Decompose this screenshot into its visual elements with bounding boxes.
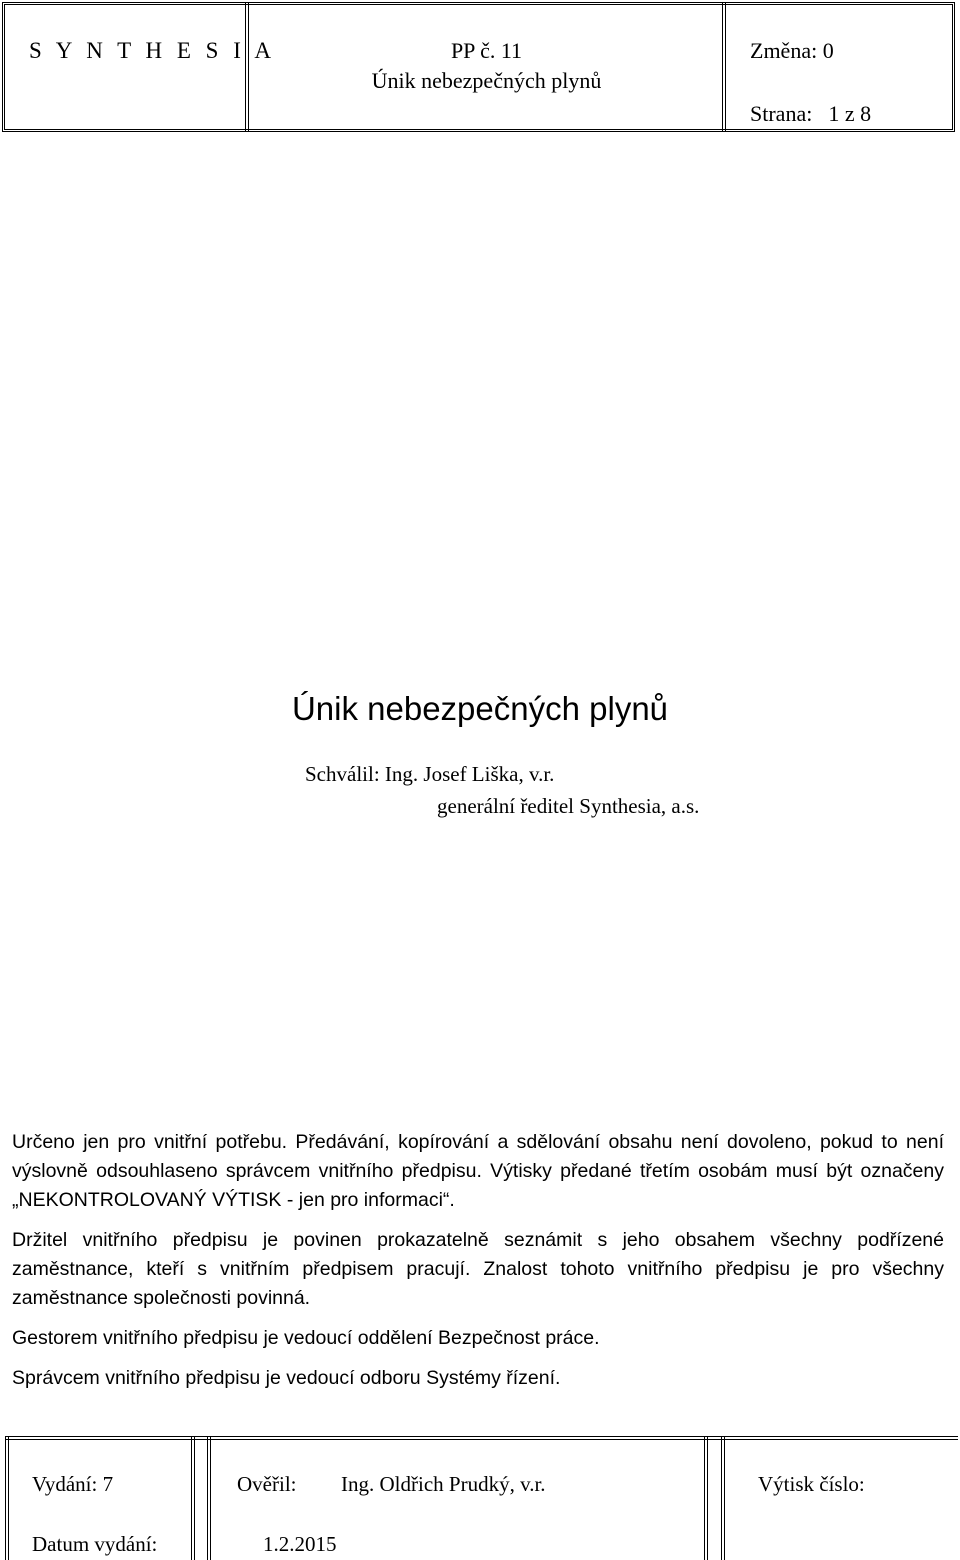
issue-date-label: Datum vydání: <box>32 1532 158 1556</box>
footer-divider <box>191 1436 195 1560</box>
document-code: PP č. 11 <box>450 38 523 63</box>
footer-top-border <box>5 1436 958 1440</box>
copy-number: Výtisk číslo: <box>758 1472 865 1496</box>
checked-name: Ing. Oldřich Prudký, v.r. <box>341 1472 546 1496</box>
change-value: 0 <box>822 38 834 63</box>
header-divider <box>722 2 726 132</box>
document-subtitle: Únik nebezpečných plynů <box>371 68 602 93</box>
notice-paragraph-usage: Určeno jen pro vnitřní potřebu. Předávání, kopírování a sdělování obsahu není dovoleno, pokud to není výslovně odsouhlaseno správcem vnitřního předpisu. Výtisky předané třetím osobám musí být označeny „NEKONTROLOVANÝ VÝTISK - jen pro informaci“. <box>12 1131 944 1211</box>
change-field <box>750 38 834 64</box>
notice-paragraph-administrator: Správcem vnitřního předpisu je vedoucí odboru Systémy řízení. <box>12 1367 561 1389</box>
page-field <box>750 101 871 127</box>
issue-date-value: 1.2.2015 <box>263 1532 337 1556</box>
footer-divider <box>5 1436 9 1560</box>
approver-position: generální ředitel Synthesia, a.s. <box>437 794 700 818</box>
header-divider <box>245 2 249 132</box>
issue-number: Vydání: 7 <box>32 1472 114 1496</box>
page-value: 1 z 8 <box>828 101 872 126</box>
document-title: Únik nebezpečných plynů <box>291 690 669 727</box>
page-label: Strana: <box>750 101 813 126</box>
company-name: S Y N T H E S I A <box>29 38 276 63</box>
document-header <box>2 2 955 132</box>
change-label: Změna: <box>750 38 818 63</box>
notice-paragraph-guarantor: Gestorem vnitřního předpisu je vedoucí oddělení Bezpečnost práce. <box>12 1327 600 1349</box>
footer-divider <box>721 1436 725 1560</box>
approval-line: Schválil: Ing. Josef Liška, v.r. <box>305 762 555 786</box>
checked-label: Ověřil: <box>237 1472 297 1496</box>
document-footer <box>5 1436 958 1560</box>
footer-divider <box>704 1436 708 1560</box>
footer-divider <box>207 1436 211 1560</box>
notice-paragraph-holder: Držitel vnitřního předpisu je povinen prokazatelně seznámit s jeho obsahem všechny podřízené zaměstnance, kteří s vnitřním předpisem pracují. Znalost tohoto vnitřního předpisu je pro všechny zaměstnance společnosti povinná. <box>12 1229 944 1309</box>
